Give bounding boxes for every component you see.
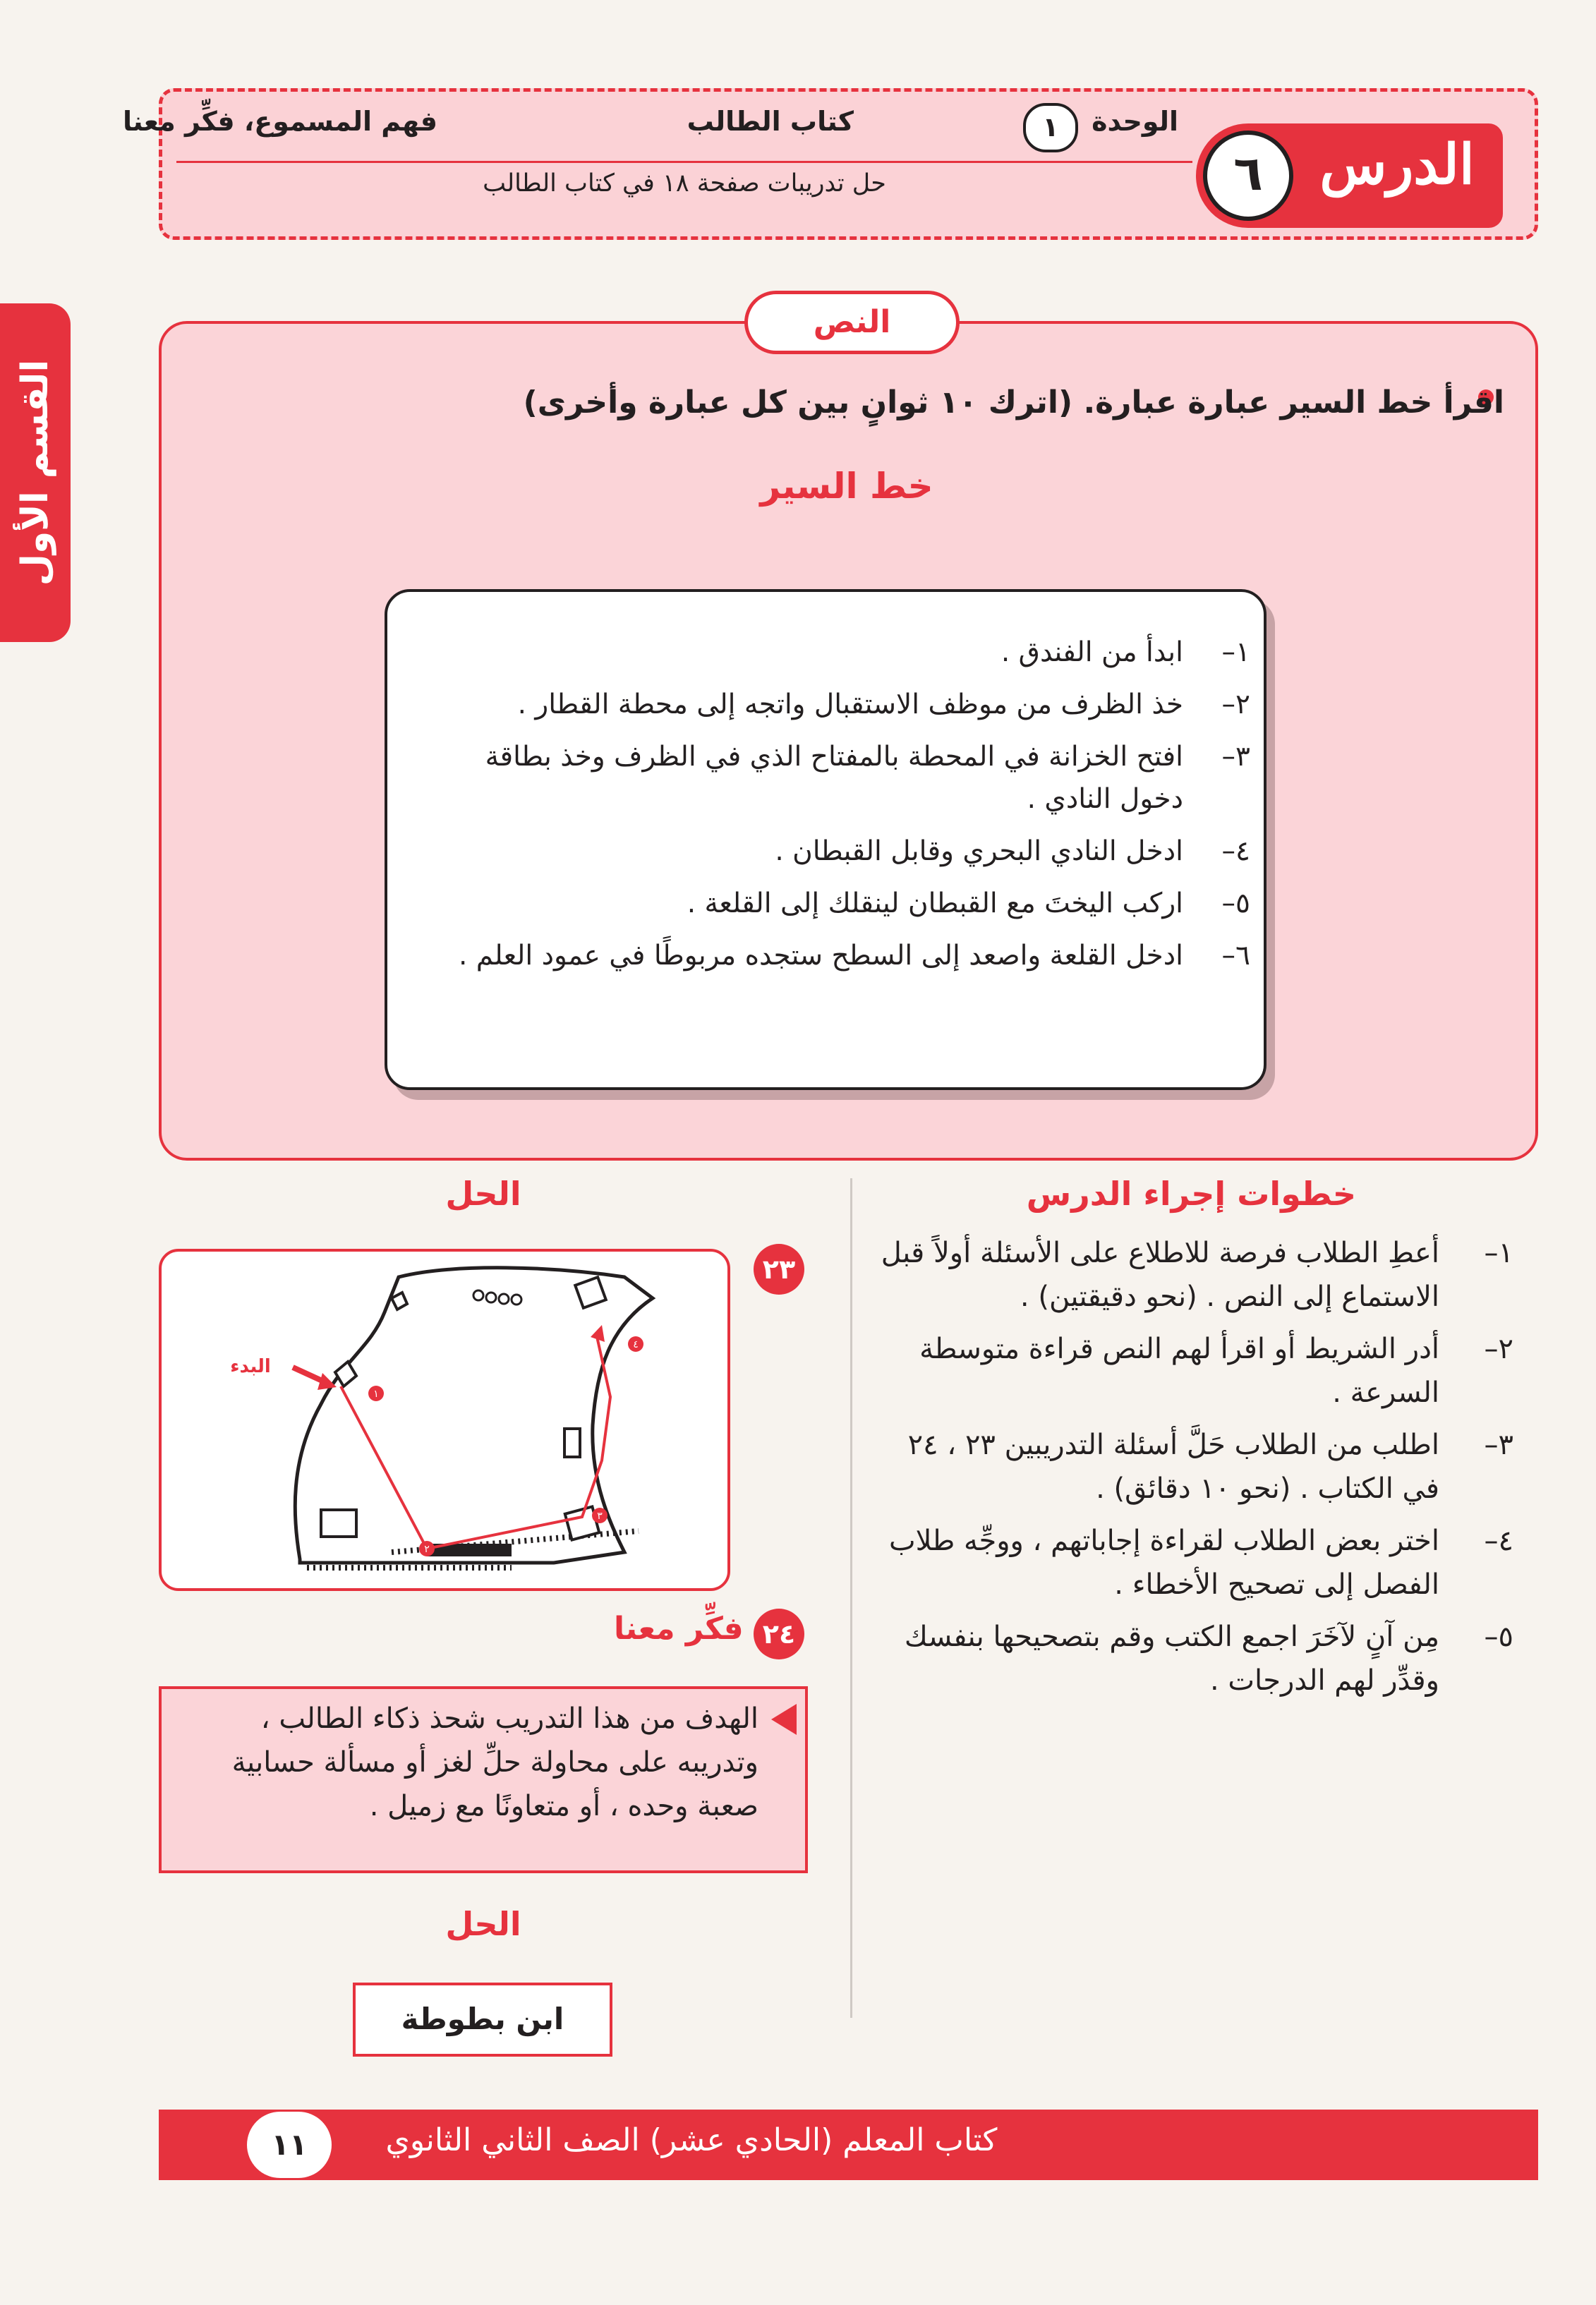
route-step: ٣– افتح الخزانة في المحطة بالمفتاح الذي في الظرف وخذ بطاقة دخول النادي .: [485, 741, 1250, 815]
lesson-step: ٢– أدر الشريط أو اقرأ لهم النص قراءة متوسطة السرعة .: [919, 1333, 1513, 1409]
map-marker-label: ٣: [597, 1511, 603, 1522]
skill-label: فهم المسموع، فكِّر معنا: [123, 106, 437, 137]
think-with-us-label: فكِّر معنا: [614, 1611, 744, 1647]
map-marker-label: ٢: [424, 1544, 430, 1555]
header-subtitle: حل تدريبات صفحة ١٨ في كتاب الطالب: [483, 169, 886, 198]
book-label: كتاب الطالب: [687, 106, 854, 137]
exercise-24-badge: ٢٤: [754, 1609, 804, 1659]
footer-text: كتاب المعلم (الحادي عشر) الصف الثاني الثانوي: [385, 2122, 998, 2158]
route-step: ٤– ادخل النادي البحري وقابل القبطان .: [775, 835, 1250, 867]
goal-text: الهدف من هذا التدريب شحذ ذكاء الطالب ، وتدريبه على محاولة حلِّ لغز أو مسألة حسابية صعبة وحده ، أو متعاونًا مع زميل .: [231, 1702, 758, 1822]
map-start-label: البدء: [230, 1356, 271, 1377]
station-icon: [321, 1510, 356, 1537]
building-icon: [564, 1429, 580, 1457]
solution-heading: الحل: [445, 1175, 521, 1213]
unit-number: ١: [1023, 103, 1078, 152]
lesson-step: ٤– اختر بعض الطلاب لقراءة إجاباتهم ، ووجِّه طلاب الفصل إلى تصحيح الأخطاء .: [888, 1525, 1513, 1601]
solution-heading-2: الحل: [445, 1905, 521, 1943]
exercise-23-badge: ٢٣: [754, 1244, 804, 1295]
lesson-steps-heading: خطوات إجراء الدرس: [1026, 1175, 1356, 1213]
column-divider: [850, 1178, 852, 2018]
pointer-triangle-icon: [771, 1704, 797, 1735]
route-map-illustration: [159, 1249, 730, 1591]
reading-instruction: اقرأ خط السير عبارة عبارة. (اترك ١٠ ثوانٍ بين كل عبارة وأخرى): [523, 385, 1504, 421]
route-steps-list: [425, 631, 1250, 987]
header-divider: [176, 161, 1192, 163]
lesson-steps-list: [875, 1231, 1513, 1711]
route-step: ٢– خذ الظرف من موظف الاستقبال واتجه إلى محطة القطار .: [517, 689, 1250, 720]
route-title: خط السير: [760, 466, 933, 507]
section-side-tab-label: القسم الأول: [14, 359, 56, 586]
lesson-step: ٣– اطلب من الطلاب حَلَّ أسئلة التدريبين ٢٣ ، ٢٤ في الكتاب . (نحو ١٠ دقائق) .: [907, 1429, 1513, 1505]
route-step: ٥– اركب اليختَ مع القبطان لينقلك إلى القلعة .: [687, 888, 1250, 919]
lesson-number: ٦: [1203, 131, 1293, 221]
lesson-title: الدرس: [1319, 133, 1475, 197]
page-number: ١١: [247, 2112, 332, 2178]
lesson-step: ٥– مِن آنٍ لآخَرَ اجمع الكتب وقم بتصحيحها بنفسك وقدِّر لهم الدرجات .: [904, 1621, 1513, 1697]
lesson-step: ١– أعطِ الطلاب فرصة للاطلاع على الأسئلة أولاً قبل الاستماع إلى النص . (نحو دقيقتين) .: [881, 1237, 1513, 1313]
text-section-heading: النص: [744, 291, 960, 354]
header-info-row: [123, 106, 1192, 155]
map-marker-label: ٤: [633, 1339, 639, 1350]
map-marker-label: ١: [373, 1389, 379, 1400]
route-step: ١– ابدأ من الفندق .: [1000, 636, 1250, 668]
answer-box: ابن بطوطة: [353, 1983, 612, 2057]
unit-label: الوحدة: [1092, 106, 1178, 137]
route-step: ٦– ادخل القلعة واصعد إلى السطح ستجده مربوطًا في عمود العلم .: [458, 940, 1250, 972]
